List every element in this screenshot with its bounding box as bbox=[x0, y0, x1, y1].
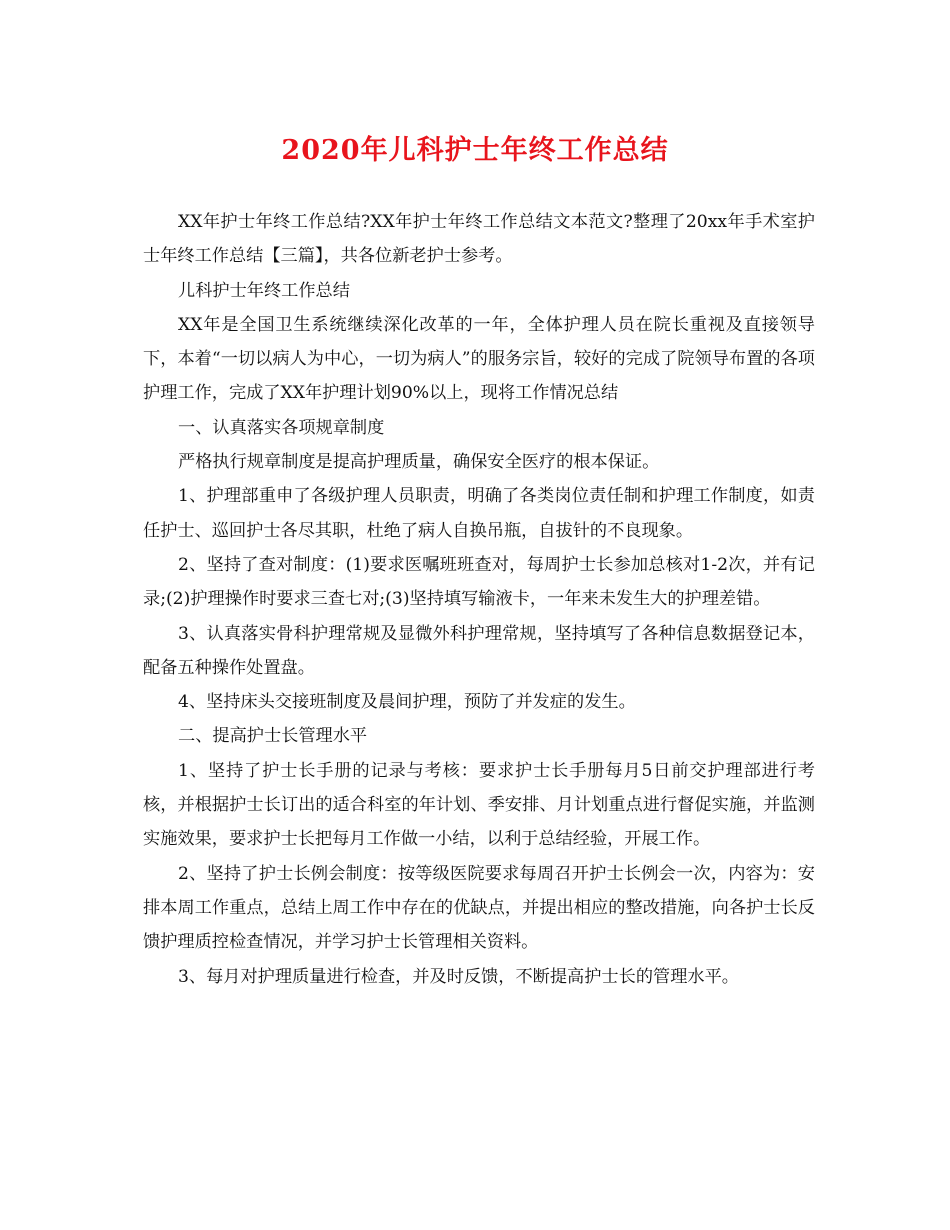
document-title: 2020年儿科护士年终工作总结 bbox=[281, 135, 669, 166]
section-heading-2: 二、提高护士长管理水平 bbox=[178, 726, 368, 747]
list-item-1-3: 3、认真落实骨科护理常规及显微外科护理常规，坚持填写了各种信息数据登记本，配备五种操作处置盘。 bbox=[143, 623, 815, 678]
document-body bbox=[143, 205, 815, 994]
list-item-2-1: 1、坚持了护士长手册的记录与考核：要求护士长手册每月5日前交护理部进行考核，并根据护士长订出的适合科室的年计划、季安排、月计划重点进行督促实施，并监测实施效果，要求护士长把每月工作做一小结，以利于总结经验，开展工作。 bbox=[143, 760, 815, 850]
list-item-2-3: 3、每月对护理质量进行检查，并及时反馈，不断提高护士长的管理水平。 bbox=[178, 966, 739, 987]
paragraph-subtitle: 儿科护士年终工作总结 bbox=[178, 280, 350, 301]
paragraph-intro: XX年护士年终工作总结?XX年护士年终工作总结文本范文?整理了20xx年手术室护士年终工作总结【三篇】，共各位新老护士参考。 bbox=[143, 212, 815, 267]
list-item-1-2: 2、坚持了查对制度：(1)要求医嘱班班查对，每周护士长参加总核对1-2次，并有记录;(2)护理操作时要求三查七对;(3)坚持填写输液卡，一年来未发生大的护理差错。 bbox=[143, 554, 815, 610]
list-item-1-1: 1、护理部重申了各级护理人员职责，明确了各类岗位责任制和护理工作制度，如责任护士、巡回护士各尽其职，杜绝了病人自换吊瓶，自拔针的不良现象。 bbox=[143, 486, 815, 541]
paragraph-section-1-lead: 严格执行规章制度是提高护理质量，确保安全医疗的根本保证。 bbox=[178, 452, 660, 473]
section-heading-1: 一、认真落实各项规章制度 bbox=[178, 417, 385, 438]
list-item-2-2: 2、坚持了护士长例会制度：按等级医院要求每周召开护士长例会一次，内容为：安排本周工作重点，总结上周工作中存在的优缺点，并提出相应的整改措施，向各护士长反馈护理质控检查情况，并学习护士长管理相关资料。 bbox=[143, 863, 815, 953]
list-item-1-4: 4、坚持床头交接班制度及晨间护理，预防了并发症的发生。 bbox=[178, 692, 636, 713]
paragraph-overview: XX年是全国卫生系统继续深化改革的一年，全体护理人员在院长重视及直接领导下，本着“一切以病人为中心，一切为病人”的服务宗旨，较好的完成了院领导布置的各项护理工作，完成了XX年护理计划90%以上，现将工作情况总结 bbox=[143, 314, 815, 404]
